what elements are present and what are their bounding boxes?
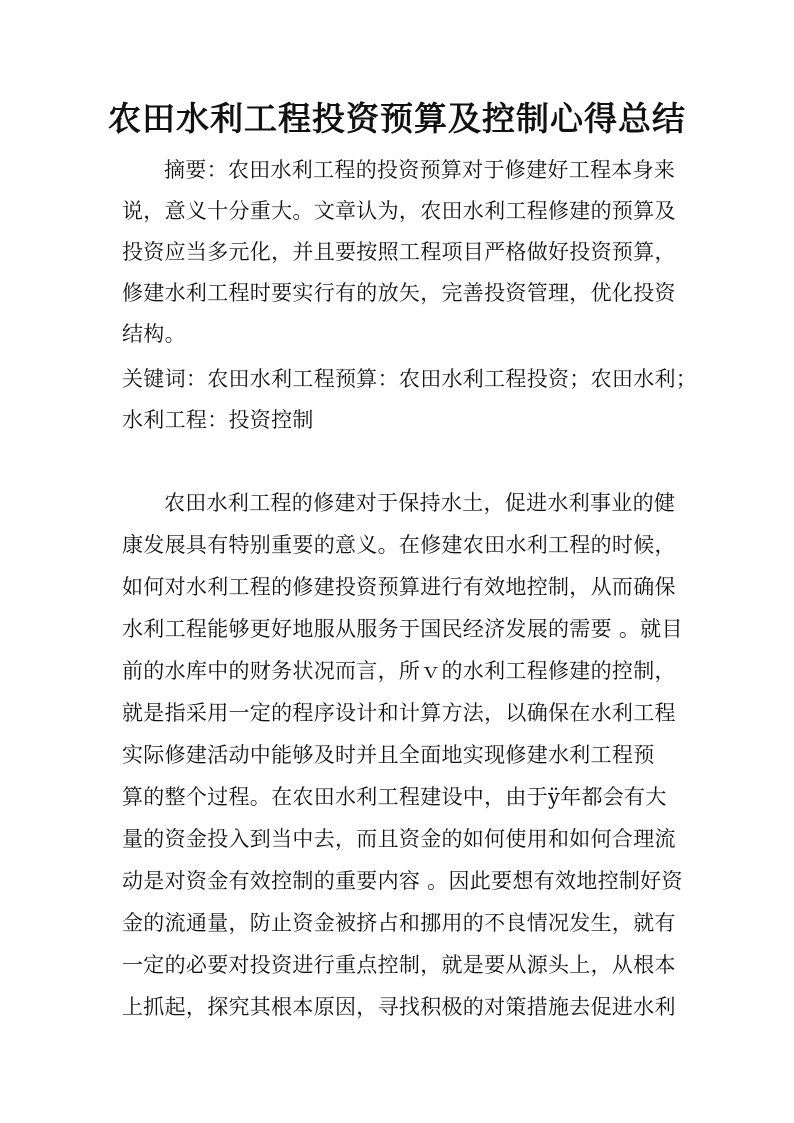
abstract-line: 修建水利工程时要实行有的放矢，完善投资管理，优化投资 bbox=[122, 281, 676, 305]
keywords-line: 水利工程：投资控制 bbox=[122, 408, 314, 432]
body-line: 康发展具有特别重要的意义。在修建农田水利工程的时候， bbox=[122, 533, 676, 557]
document-title: 农田水利工程投资预算及控制心得总结 bbox=[108, 99, 686, 138]
body-line: 动是对资金有效控制的重要内容 。因此要想有效地控制好资 bbox=[122, 869, 683, 893]
abstract-line: 摘要：农田水利工程的投资预算对于修建好工程本身来 bbox=[164, 158, 676, 182]
body-line: 如何对水利工程的修建投资预算进行有效地控制，从而确保 bbox=[122, 575, 676, 599]
body-line: 水利工程能够更好地服从服务于国民经济发展的需要 。就目 bbox=[122, 617, 683, 641]
body-line: 量的资金投入到当中去，而且资金的如何使用和如何合理流 bbox=[122, 827, 676, 851]
abstract-line: 结构。 bbox=[122, 322, 186, 346]
abstract-line: 投资应当多元化，并且要按照工程项目严格做好投资预算， bbox=[122, 240, 676, 264]
keywords-line: 关键词：农田水利工程预算：农田水利工程投资；农田水利； bbox=[122, 367, 698, 391]
body-line: 一定的必要对投资进行重点控制，就是要从源头上，从根本 bbox=[122, 953, 676, 977]
abstract-line: 说，意义十分重大。文章认为，农田水利工程修建的预算及 bbox=[122, 199, 676, 223]
body-line: 实际修建活动中能够及时并且全面地实现修建水利工程预 bbox=[122, 743, 655, 767]
body-line: 上抓起，探究其根本原因，寻找积极的对策措施去促进水利 bbox=[122, 995, 676, 1019]
body-line: 农田水利工程的修建对于保持水土，促进水利事业的健 bbox=[164, 491, 676, 515]
body-line: 就是指采用一定的程序设计和计算方法，以确保在水利工程 bbox=[122, 701, 676, 725]
body-line: 金的流通量，防止资金被挤占和挪用的不良情况发生，就有 bbox=[122, 911, 676, 935]
body-line: 前的水库中的财务状况而言，所ｖ的水利工程修建的控制， bbox=[122, 659, 676, 683]
body-line: 算的整个过程。在农田水利工程建设中，由于ÿ年都会有大 bbox=[122, 785, 667, 809]
